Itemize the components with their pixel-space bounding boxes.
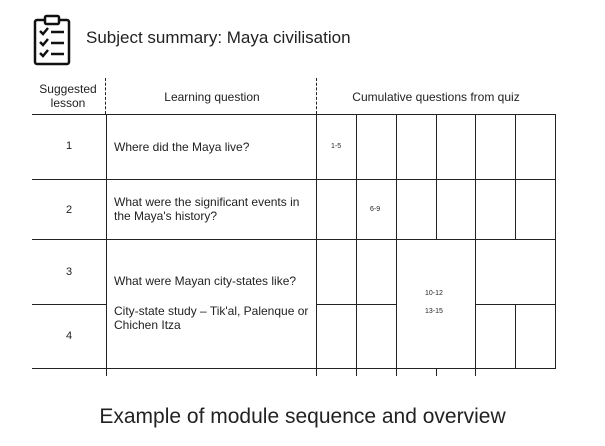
lesson-number: 2 <box>65 204 73 216</box>
table-line <box>475 114 476 376</box>
clipboard-checklist-icon <box>32 14 72 66</box>
page-title: Subject summary: Maya civilisation <box>86 28 351 47</box>
header-suggested-lesson: Suggested lesson <box>39 82 97 110</box>
header-cumulative-quiz: Cumulative questions from quiz <box>352 90 520 104</box>
header-divider <box>316 78 317 114</box>
header-learning-question: Learning question <box>164 90 260 104</box>
quiz-range: 1-5 <box>331 143 342 150</box>
lesson-number: 3 <box>65 266 73 278</box>
table-line <box>106 114 107 376</box>
header-divider <box>105 78 106 114</box>
table-line <box>32 239 556 240</box>
table-line <box>32 368 556 369</box>
learning-question: City-state study – Tik'al, Palenque or Chichen Itza <box>114 304 309 332</box>
learning-question: Where did the Maya live? <box>114 140 250 154</box>
quiz-range: 10-12 <box>425 290 443 297</box>
table-line <box>555 114 556 368</box>
table-line <box>32 304 106 305</box>
table-line <box>316 114 317 376</box>
lesson-number: 4 <box>65 330 73 342</box>
quiz-range: 6-9 <box>370 206 381 213</box>
caption: Example of module sequence and overview <box>99 405 506 428</box>
learning-question: What were Mayan city-states like? <box>114 274 297 288</box>
table-line <box>515 304 516 368</box>
table-line <box>356 114 357 376</box>
table-line <box>436 114 437 239</box>
learning-question: What were the significant events in the Maya's history? <box>114 195 300 223</box>
lesson-number: 1 <box>65 140 73 152</box>
table-line <box>32 179 556 180</box>
table-line <box>396 114 397 376</box>
quiz-range: 13-15 <box>425 308 443 315</box>
table-line <box>515 114 516 239</box>
table-line <box>32 114 556 115</box>
table-line <box>436 368 437 376</box>
